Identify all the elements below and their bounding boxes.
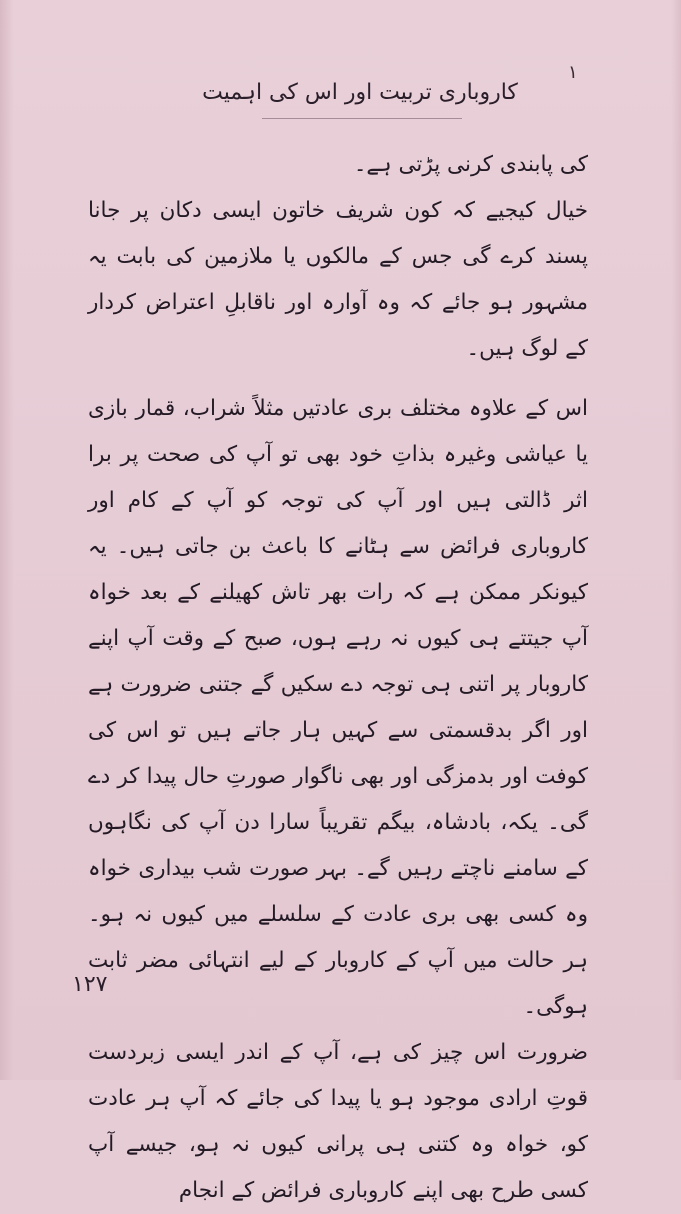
- running-title: کاروباری تربیت اور اس کی اہمیت: [202, 80, 518, 105]
- paragraph-continuation: کی پابندی کرنی پڑتی ہے۔: [353, 152, 588, 177]
- page-body: [88, 142, 588, 1214]
- title-underline: [262, 118, 462, 119]
- paragraph-bad-habits: اس کے علاوہ مختلف بری عادتیں مثلاً شراب، قمار بازی یا عیاشی وغیرہ بذاتِ خود بھی تو آپ کی صحت پر برا اثر ڈالتی ہیں اور آپ کی توجہ کو آپ کے کام اور کاروباری فرائض سے ہٹانے کا باعث بن جاتی ہیں۔ یہ کیونکر ممکن ہے کہ رات بھر تاش کھیلنے کے بعد خواہ آپ جیتتے ہی کیوں نہ رہے ہوں، صبح کے وقت آپ اپنے کاروبار پر اتنی ہی توجہ دے سکیں گے جتنی ضرورت ہے اور اگر بدقسمتی سے کہیں ہار جاتے ہیں تو اس کی کوفت اور بدمزگی اور بھی ناگوار صورتِ حال پیدا کر دے گی۔ یکہ، بادشاہ، بیگم تقریباً سارا دن آپ کی نگاہوں کے سامنے ناچتے رہیں گے۔ بہر صورت شب بیداری خواہ وہ کسی بھی بری عادت کے سلسلے میں کیوں نہ ہو۔ ہر حالت میں آپ کے کاروبار کے لیے انتہائی مضر ثابت ہوگی۔: [88, 396, 588, 1019]
- paragraph-shop-example: خیال کیجیے کہ کون شریف خاتون ایسی دکان پر جانا پسند کرے گی جس کے مالکوں یا ملازمین کی بابت یہ مشہور ہو جائے کہ وہ آوارہ اور ناقابلِ اعتراض کردار کے لوگ ہیں۔: [88, 198, 588, 361]
- margin-mark: ۱: [568, 62, 578, 83]
- paragraph-willpower: ضرورت اس چیز کی ہے، آپ کے اندر ایسی زبردست قوتِ ارادی موجود ہو یا پیدا کی جائے کہ آپ ہر عادت کو، خواہ وہ کتنی ہی پرانی کیوں نہ ہو، جیسے آپ کسی طرح بھی اپنے کاروباری فرائض کے انجام: [88, 1040, 588, 1203]
- page-number: ۱۲۷: [72, 972, 108, 997]
